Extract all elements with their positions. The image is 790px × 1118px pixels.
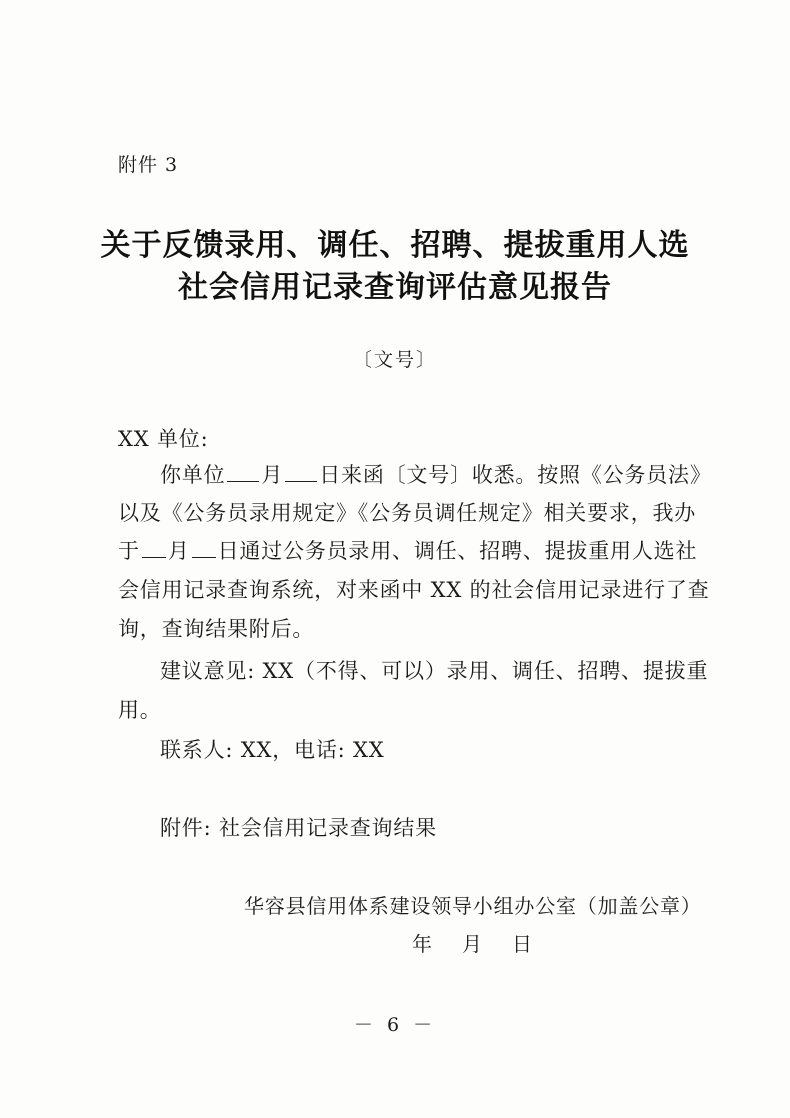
paragraph-line: 询，查询结果附后。 — [118, 617, 315, 641]
recommendation-line: 用。 — [118, 698, 162, 722]
date-line — [412, 928, 562, 957]
contact-line: 联系人: XX，电话: XX — [160, 738, 385, 762]
paragraph-line: 会信用记录查询系统，对来函中 XX 的社会信用记录进行了查 — [118, 578, 710, 602]
date-year: 年 — [412, 932, 432, 956]
text-segment: 于 — [118, 539, 140, 563]
text-segment: 你单位 — [160, 463, 226, 487]
paragraph-line — [160, 459, 712, 489]
text-segment: 月 — [261, 463, 284, 487]
text-segment: 日通过公务员录用、调任、招聘、提拔重用人选社 — [217, 539, 698, 563]
attachment-note: 附件: 社会信用记录查询结果 — [160, 816, 437, 840]
text-segment: 日来函〔文号〕收悉。按照《公务员法》 — [319, 463, 712, 487]
page-number: － 6 － — [353, 1014, 437, 1036]
recommendation-line: 建议意见: XX（不得、可以）录用、调任、招聘、提拔重 — [160, 659, 709, 683]
date-day: 日 — [512, 932, 532, 956]
date-month: 月 — [462, 932, 482, 956]
issuer-signature: 华容县信用体系建设领导小组办公室（加盖公章） — [244, 894, 702, 918]
blank-field — [285, 463, 317, 482]
document-title-line-2: 社会信用记录查询评估意见报告 — [178, 270, 612, 305]
document-title-line-1: 关于反馈录用、调任、招聘、提拔重用人选 — [100, 228, 690, 263]
paragraph-line: 以及《公务员录用规定》《公务员调任规定》相关要求，我办 — [118, 501, 697, 525]
blank-field — [142, 539, 166, 558]
blank-field — [227, 463, 259, 482]
attachment-label: 附件 3 — [118, 154, 179, 176]
addressee: XX 单位: — [118, 427, 209, 451]
paragraph-line — [118, 535, 697, 565]
document-number: 〔文号〕 — [352, 349, 437, 371]
text-segment: 月 — [167, 539, 190, 563]
blank-field — [192, 539, 216, 558]
